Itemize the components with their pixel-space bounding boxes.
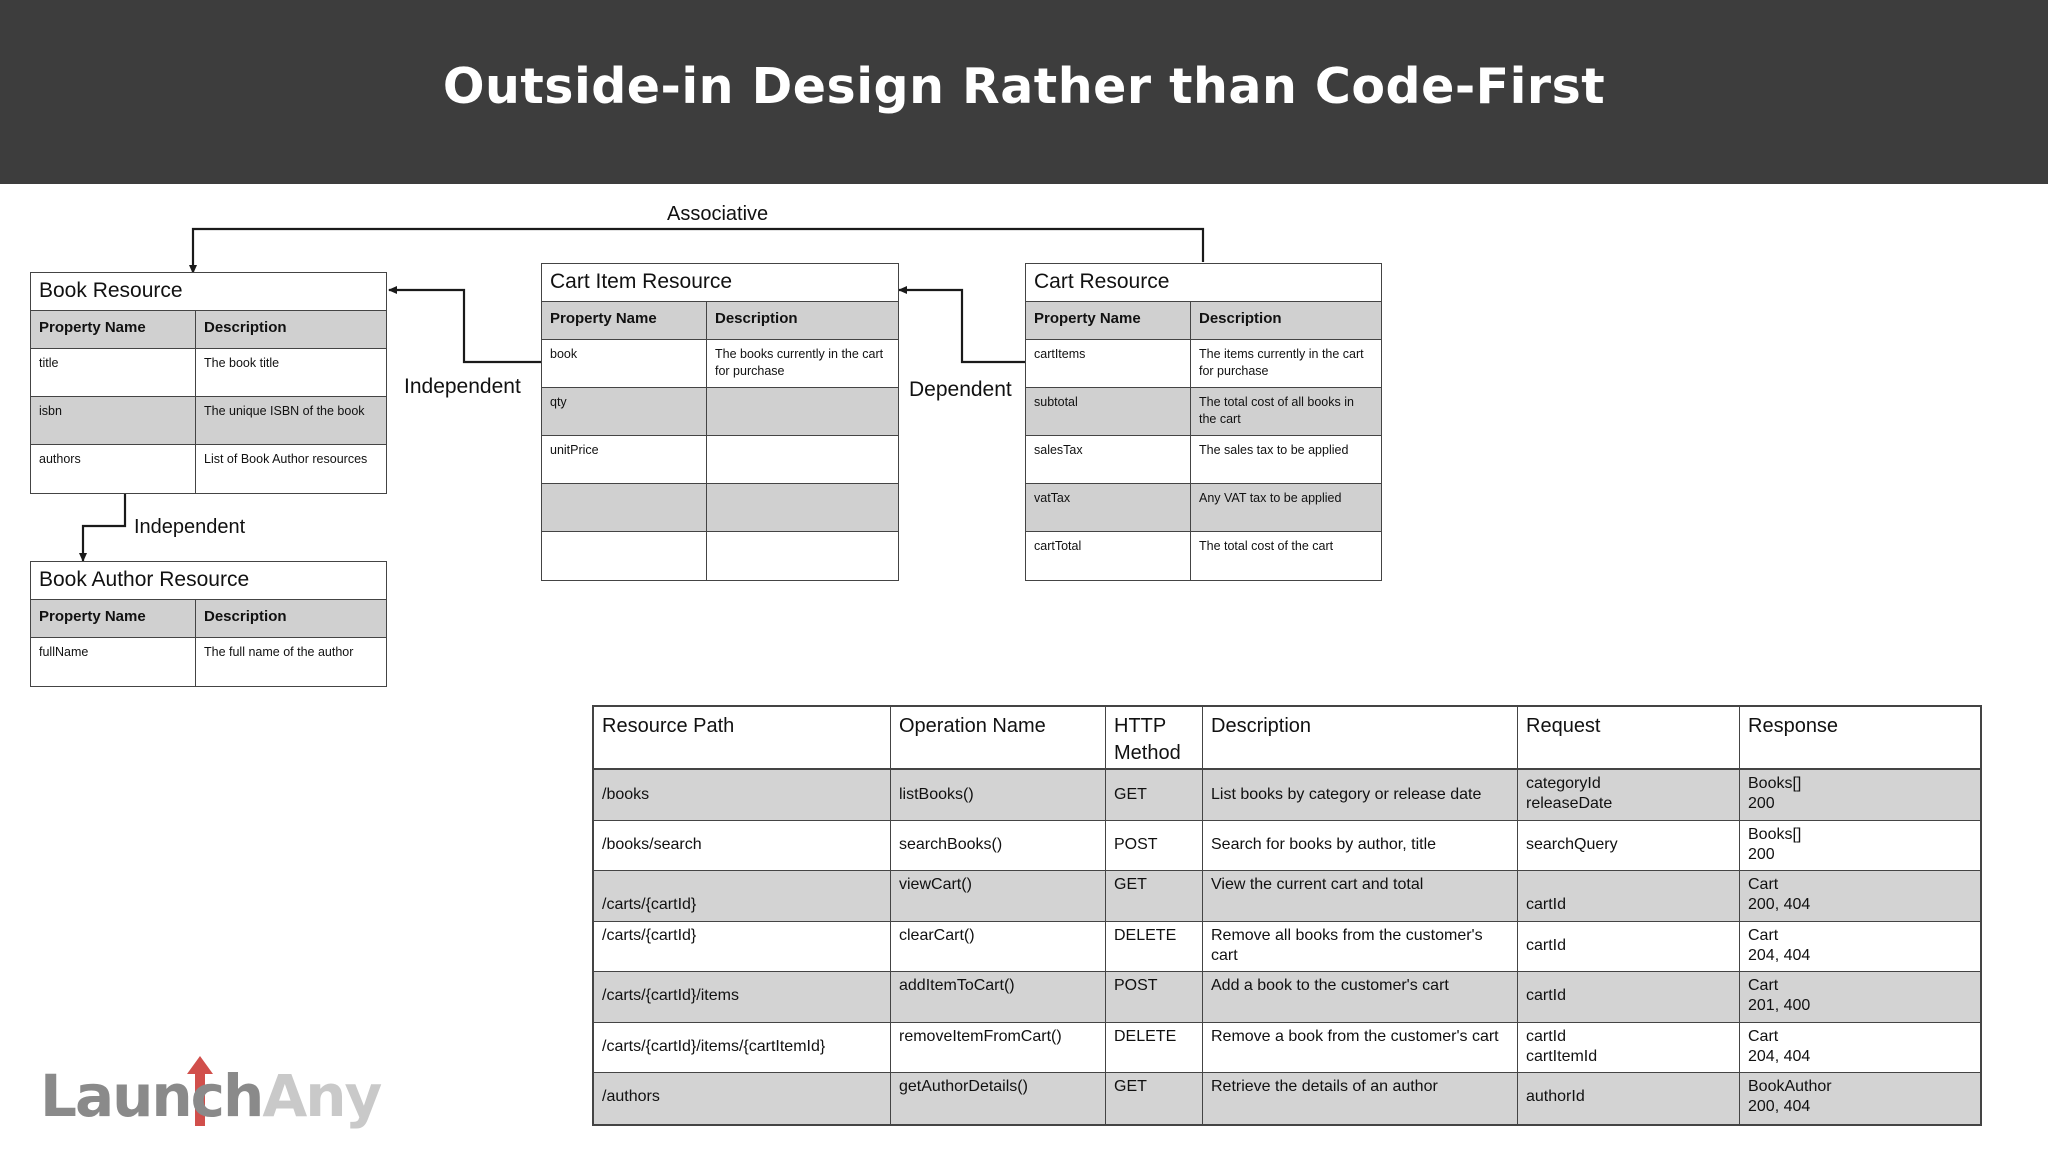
operation-name: listBooks() [891,770,1106,820]
launchany-logo [40,1052,381,1132]
response-header: Response [1748,715,1839,737]
response-info [1740,821,1980,871]
property-name [542,484,707,531]
http-method-header-line1: HTTP [1114,715,1167,737]
request-params [1518,770,1740,820]
operation-name: clearCart() [891,922,1106,972]
http-method: POST [1106,972,1203,1022]
resource-path: /carts/{cartId}/items/{cartItemId} [594,1023,891,1073]
response-codes: 201, 400 [1748,997,1811,1014]
property-description: The books currently in the cart for purchase [715,347,884,378]
resource-title: Cart Item Resource [542,264,898,302]
http-method-header-line2: Method [1114,742,1181,764]
property-description: The items currently in the cart for purchase [1199,347,1364,378]
response-info [1740,1023,1980,1073]
resource-path: /authors [594,1073,891,1124]
resource-path: /carts/{cartId} [594,922,891,972]
operation-row [594,821,1980,872]
operations-table [592,705,1982,1126]
resource-path: /books [594,770,891,820]
independent-label-cart-item: Independent [404,375,521,398]
property-description: The full name of the author [204,645,354,659]
resource-header-row [542,302,898,340]
request-params [1518,871,1740,921]
response-type: Books[] [1748,775,1802,792]
title-bar [0,0,2048,184]
property-description [707,532,898,580]
book-resource-table [30,272,387,494]
operation-description: View the current cart and total [1203,871,1518,921]
property-description: The book title [204,356,280,370]
operation-row [594,770,1980,821]
property-name: salesTax [1026,436,1191,483]
request-param: cartId [1526,936,1567,954]
property-description [707,388,898,435]
property-description: The total cost of the cart [1199,539,1334,553]
response-type: Cart [1748,1027,1779,1045]
request-param: authorId [1526,1088,1585,1105]
operation-row [594,1073,1980,1124]
property-description: The sales tax to be applied [1199,443,1349,457]
request-params [1518,922,1740,972]
response-codes: 200 [1748,795,1775,812]
cart-resource-table [1025,263,1382,581]
cart-item-resource-table [541,263,899,581]
operation-name: searchBooks() [891,821,1106,871]
property-name: fullName [31,638,196,686]
http-method-header [1106,707,1203,768]
resource-title: Book Resource [31,273,386,311]
resource-path: /books/search [594,821,891,871]
independent-label-author: Independent [134,516,246,538]
resource-row [31,638,386,686]
request-param: searchQuery [1526,836,1618,854]
operation-name: viewCart() [891,871,1106,921]
resource-row [542,340,898,388]
dependent-connector-cart [899,290,1026,362]
operation-row [594,1023,1980,1074]
request-params [1518,1073,1740,1124]
resource-row [1026,484,1381,532]
resource-title: Cart Resource [1026,264,1381,302]
resource-row [31,349,386,397]
response-info [1740,871,1980,921]
property-description [707,436,898,483]
operation-description: Remove a book from the customer's cart [1203,1023,1518,1073]
resource-row [542,436,898,484]
property-name [542,532,707,580]
logo-text-main: Launch [40,1062,263,1130]
resource-row [542,484,898,532]
http-method: GET [1106,871,1203,921]
response-codes: 200, 404 [1748,896,1811,913]
independent-connector-cart-item [389,290,542,362]
operation-description: Add a book to the customer's cart [1203,972,1518,1022]
property-name-header: Property Name [31,600,196,637]
operation-name: removeItemFromCart() [891,1023,1106,1073]
http-method: POST [1106,821,1203,871]
http-method: GET [1106,1073,1203,1124]
operation-description: Retrieve the details of an author [1203,1073,1518,1124]
description-header: Description [715,310,798,327]
property-name: unitPrice [542,436,707,483]
description-header: Description [1199,310,1282,327]
resource-path: /carts/{cartId} [594,871,891,921]
operation-name-header: Operation Name [891,707,1106,768]
property-name: cartItems [1026,340,1191,387]
request-params [1518,1023,1740,1073]
resource-row [542,388,898,436]
property-name-header: Property Name [31,311,196,348]
resource-header-row [31,600,386,638]
property-description [707,484,898,531]
operation-name: getAuthorDetails() [891,1073,1106,1124]
property-name: vatTax [1026,484,1191,531]
request-param: cartId [1526,987,1567,1004]
response-type: Cart [1748,876,1779,893]
response-info [1740,1073,1980,1124]
response-type: Cart [1748,977,1779,994]
resource-row [542,532,898,580]
property-name: isbn [31,397,196,444]
response-info [1740,922,1980,972]
resource-header-row [1026,302,1381,340]
property-description: Any VAT tax to be applied [1199,491,1342,505]
operation-row [594,972,1980,1023]
description-header: Description [1203,707,1518,768]
dependent-label: Dependent [909,378,1012,401]
response-codes: 204, 404 [1748,1047,1811,1065]
response-codes: 204, 404 [1748,946,1811,964]
property-description: The unique ISBN of the book [204,404,365,418]
property-name-header: Property Name [1026,302,1191,339]
description-header: Description [204,319,287,336]
property-name: authors [31,445,196,493]
resource-row [1026,388,1381,436]
request-params [1518,821,1740,871]
property-description: The total cost of all books in the cart [1199,395,1354,426]
request-param: cartItemId [1526,1047,1598,1065]
independent-connector-author [83,494,125,561]
book-author-resource-table [30,561,387,687]
response-codes: 200, 404 [1748,1098,1811,1115]
response-type: Books[] [1748,825,1802,843]
response-type: BookAuthor [1748,1078,1832,1095]
request-param: cartId [1526,1027,1567,1045]
request-param: cartId [1526,896,1567,913]
request-param: categoryId [1526,775,1601,792]
response-info [1740,972,1980,1022]
resource-row [1026,436,1381,484]
property-name: qty [542,388,707,435]
resource-path: /carts/{cartId}/items [594,972,891,1022]
resource-row [31,397,386,445]
property-name: cartTotal [1026,532,1191,580]
operation-description: Search for books by author, title [1203,821,1518,871]
property-name: book [542,340,707,387]
logo-text-accent: Any [262,1062,381,1130]
resource-row [31,445,386,493]
resource-path-header: Resource Path [594,707,891,768]
request-params [1518,972,1740,1022]
http-method: DELETE [1106,922,1203,972]
response-type: Cart [1748,926,1779,944]
property-name-header: Property Name [542,302,707,339]
property-name: subtotal [1026,388,1191,435]
operation-description: List books by category or release date [1203,770,1518,820]
request-header: Request [1518,707,1740,768]
http-method: DELETE [1106,1023,1203,1073]
operation-description: Remove all books from the customer's cart [1203,922,1518,972]
associative-label: Associative [667,203,769,225]
operation-row [594,922,1980,973]
logo-wordmark [40,1062,380,1130]
resource-row [1026,340,1381,388]
operations-header-row [594,707,1980,770]
resource-row [1026,532,1381,580]
response-codes: 200 [1748,845,1775,863]
property-description: List of Book Author resources [204,452,368,466]
operation-row [594,871,1980,922]
http-method: GET [1106,770,1203,820]
operation-name: addItemToCart() [891,972,1106,1022]
request-param: releaseDate [1526,795,1613,812]
resource-header-row [31,311,386,349]
description-header: Description [204,608,287,625]
resource-title: Book Author Resource [31,562,386,600]
response-info [1740,770,1980,820]
property-name: title [31,349,196,396]
slide-title: Outside-in Design Rather than Code-First [442,58,1606,115]
